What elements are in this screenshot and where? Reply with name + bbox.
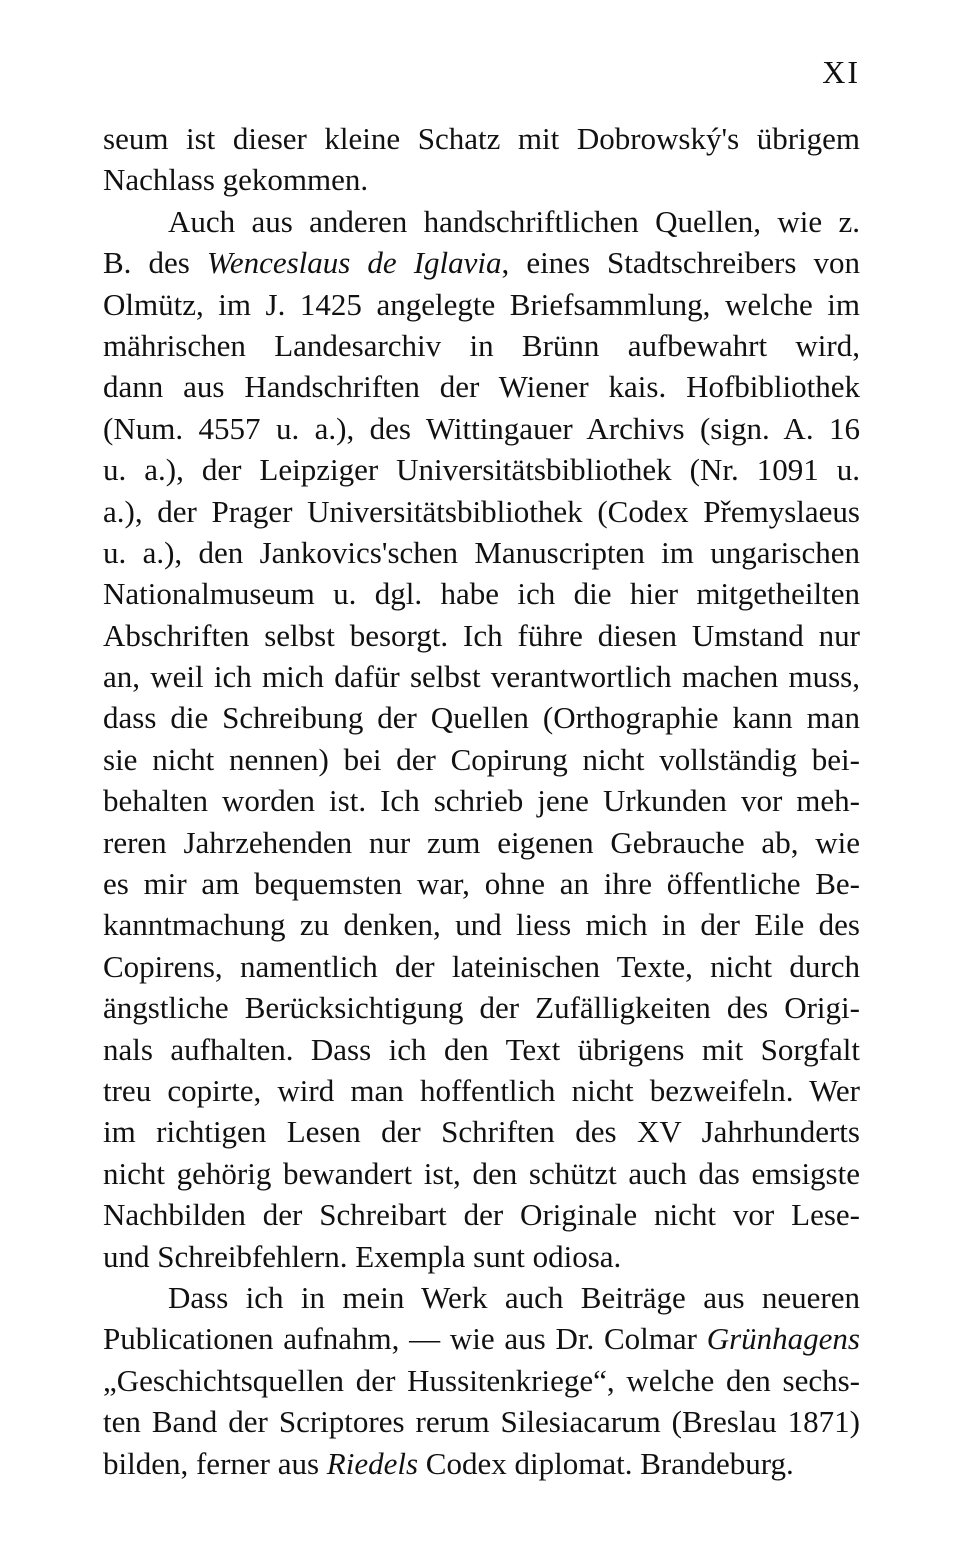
text-line <box>103 532 860 573</box>
text-run: „Geschichtsquellen der Hussitenkriege“, welche den sechs- <box>103 1362 860 1398</box>
text-line <box>103 1443 860 1484</box>
text-line <box>103 697 860 738</box>
text-line <box>103 1029 860 1070</box>
text-run: Nationalmuseum u. dgl. habe ich die hier mitgetheilten <box>103 576 860 612</box>
text-line <box>103 822 860 863</box>
text-line <box>103 325 860 366</box>
text-line <box>103 1360 860 1401</box>
text-line <box>103 946 860 987</box>
text-run: ten Band der Scriptores rerum Silesiacarum (Breslau 1871) <box>103 1404 860 1440</box>
text-run: , eines Stadtschreibers von <box>501 245 860 281</box>
text-run: es mir am bequemsten war, ohne an ihre öffentliche Be- <box>103 866 860 902</box>
text-line <box>103 366 860 407</box>
text-run: Olmütz, im J. 1425 angelegte Briefsammlung, welche im <box>103 286 860 322</box>
text-run: Publicationen aufnahm, — wie aus Dr. Colmar <box>103 1321 707 1357</box>
text-run: dass die Schreibung der Quellen (Orthographie kann man <box>103 700 860 736</box>
text-run: mährischen Landesarchiv in Brünn aufbewahrt wird, <box>103 327 860 363</box>
text-run: an, weil ich mich dafür selbst verantwortlich machen muss, <box>103 659 860 695</box>
text-run: nicht gehörig bewandert ist, den schützt auch das emsigste <box>103 1155 860 1191</box>
text-line <box>103 284 860 325</box>
text-run: u. a.), der Leipziger Universitätsbibliothek (Nr. 1091 u. <box>103 452 860 488</box>
text-run: dann aus Handschriften der Wiener kais. Hofbibliothek <box>103 369 860 405</box>
body-text <box>103 118 860 1484</box>
text-line <box>103 1277 860 1318</box>
text-run: sie nicht nennen) bei der Copirung nicht vollständig bei- <box>103 741 860 777</box>
text-line <box>103 242 860 283</box>
text-line <box>103 987 860 1028</box>
italic-name: Riedels <box>326 1445 419 1481</box>
text-run: Codex diplomat. Brandeburg. <box>418 1445 794 1481</box>
text-run: nals aufhalten. Dass ich den Text übrigens mit Sorgfalt <box>103 1031 860 1067</box>
text-line <box>103 1401 860 1442</box>
text-line <box>103 1070 860 1111</box>
italic-name: Wenceslaus de Iglavia <box>206 245 502 281</box>
text-line <box>103 1111 860 1152</box>
text-run: Copirens, namentlich der lateinischen Texte, nicht durch <box>103 948 860 984</box>
text-line <box>103 573 860 614</box>
text-line <box>103 780 860 821</box>
text-run: (Num. 4557 u. a.), des Wittingauer Archivs (sign. A. 16 <box>103 410 860 446</box>
text-run: u. a.), den Jankovics'schen Manuscripten im ungarischen <box>103 534 860 570</box>
text-line <box>103 1236 860 1277</box>
text-run: bilden, ferner aus <box>103 1445 327 1481</box>
text-line <box>103 1153 860 1194</box>
text-run: kanntmachung zu denken, und liess mich in der Eile des <box>103 907 860 943</box>
text-run: und Schreibfehlern. Exempla sunt odiosa. <box>103 1238 622 1274</box>
text-line <box>103 904 860 945</box>
text-line <box>103 408 860 449</box>
text-line <box>103 739 860 780</box>
page-number: XI <box>822 54 860 90</box>
text-run: B. des <box>103 245 207 281</box>
text-line <box>103 863 860 904</box>
text-run: a.), der Prager Universitätsbibliothek (Codex Přemyslaeus <box>103 493 860 529</box>
text-run: treu copirte, wird man hoffentlich nicht bezweifeln. Wer <box>103 1072 860 1108</box>
text-run: ängstliche Berücksichtigung der Zufälligkeiten des Origi- <box>103 990 860 1026</box>
text-line <box>103 1318 860 1359</box>
text-run: seum ist dieser kleine Schatz mit Dobrowský's übrigem <box>103 121 860 156</box>
text-line <box>103 656 860 697</box>
text-run: Nachlass gekommen. <box>103 162 369 198</box>
text-run: im richtigen Lesen der Schriften des XV Jahrhunderts <box>103 1114 860 1150</box>
text-line <box>103 491 860 532</box>
text-line <box>103 615 860 656</box>
text-run: reren Jahrzehenden nur zum eigenen Gebrauche ab, wie <box>103 824 860 860</box>
text-line <box>103 159 860 200</box>
italic-name: Grünhagens <box>706 1321 860 1357</box>
text-line <box>103 118 860 159</box>
text-run: Abschriften selbst besorgt. Ich führe diesen Umstand nur <box>103 617 860 653</box>
text-line <box>103 1194 860 1235</box>
text-run: Auch aus anderen handschriftlichen Quellen, wie z. <box>168 203 860 239</box>
text-run: Dass ich in mein Werk auch Beiträge aus neueren <box>168 1279 860 1315</box>
text-line <box>103 201 860 242</box>
text-line <box>103 449 860 490</box>
text-run: behalten worden ist. Ich schrieb jene Urkunden vor meh- <box>103 783 860 819</box>
text-run: Nachbilden der Schreibart der Originale nicht vor Lese- <box>103 1197 860 1233</box>
